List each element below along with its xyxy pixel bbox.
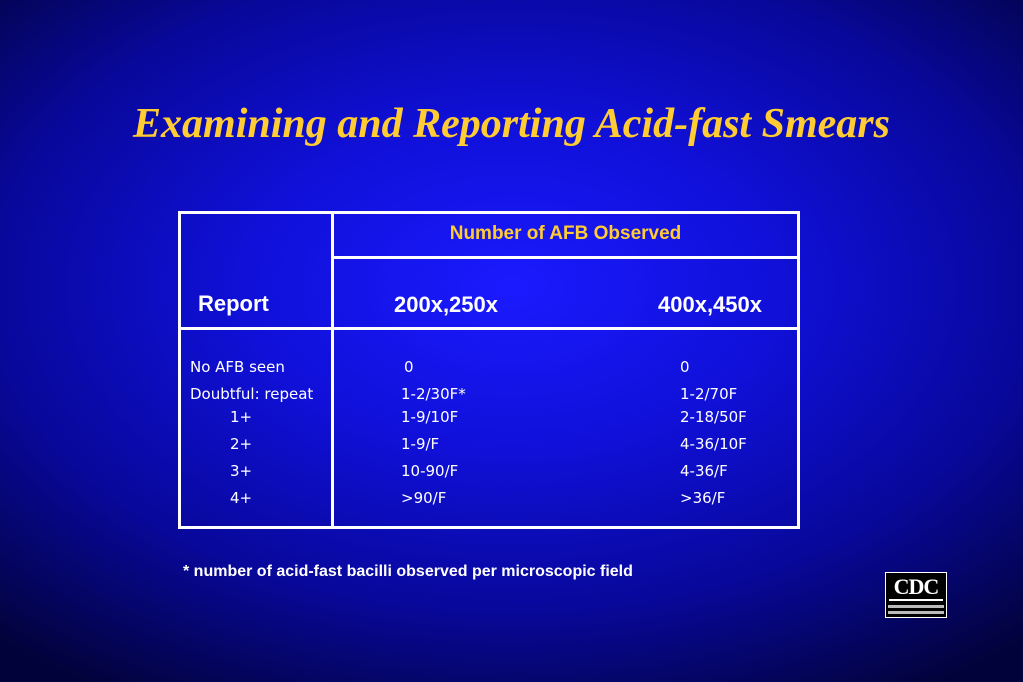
table-cell-report: No AFB seen: [190, 358, 285, 376]
table-cell-200x: 0: [404, 358, 414, 376]
group-header: Number of AFB Observed: [449, 223, 682, 244]
afb-table: [178, 211, 800, 529]
header-200x: 200x,250x: [394, 292, 498, 317]
table-divider-body: [181, 327, 797, 330]
cdc-logo-text: CDC: [893, 574, 939, 599]
table-cell-report: Doubtful: repeat: [190, 385, 314, 403]
table-cell-400x: 1-2/70F: [680, 385, 738, 403]
table-cell-400x: 4-36/F: [680, 462, 728, 480]
table-cell-report: 3+: [230, 462, 253, 480]
footnote: * number of acid-fast bacilli observed per microscopic field: [183, 563, 633, 580]
table-divider-vertical: [331, 214, 334, 526]
cdc-logo: [885, 572, 947, 618]
table-cell-200x: 1-9/10F: [401, 408, 459, 426]
cdc-logo-bar: [889, 599, 943, 601]
header-report: Report: [198, 291, 269, 316]
cdc-logo-subtext: [888, 611, 944, 614]
table-cell-400x: >36/F: [680, 489, 726, 507]
cdc-logo-subtext: [888, 605, 944, 608]
table-cell-report: 1+: [230, 408, 253, 426]
table-cell-200x: 1-9/F: [401, 435, 440, 453]
table-cell-200x: >90/F: [401, 489, 447, 507]
header-400x: 400x,450x: [658, 292, 762, 317]
table-cell-report: 4+: [230, 489, 253, 507]
table-cell-400x: 4-36/10F: [680, 435, 747, 453]
table-cell-200x: 10-90/F: [401, 462, 459, 480]
table-cell-report: 2+: [230, 435, 253, 453]
table-cell-400x: 0: [680, 358, 690, 376]
table-cell-400x: 2-18/50F: [680, 408, 747, 426]
table-divider-header: [334, 256, 797, 259]
table-cell-200x: 1-2/30F*: [401, 385, 466, 403]
slide-title: Examining and Reporting Acid-fast Smears: [133, 101, 890, 147]
